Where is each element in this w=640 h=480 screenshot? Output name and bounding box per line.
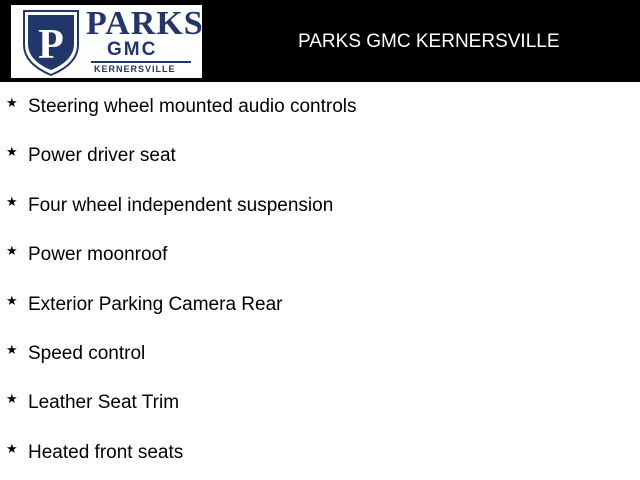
feature-label: Leather Seat Trim xyxy=(28,392,180,414)
feature-label: Steering wheel mounted audio controls xyxy=(28,96,357,117)
logo-divider xyxy=(91,61,191,63)
shield-icon xyxy=(11,5,91,78)
feature-label: Speed control xyxy=(28,342,146,364)
logo-monogram: P xyxy=(38,22,64,68)
list-item xyxy=(0,194,640,243)
logo-location: KERNERSVILLE xyxy=(94,64,176,74)
list-item xyxy=(0,95,640,144)
list-item xyxy=(0,342,640,391)
feature-label: Heated front seats xyxy=(28,441,184,463)
feature-label: Exterior Parking Camera Rear xyxy=(28,293,283,315)
star-icon: ★ xyxy=(6,441,18,457)
list-item xyxy=(0,293,640,342)
star-icon: ★ xyxy=(6,194,18,210)
dealer-logo[interactable] xyxy=(11,5,202,78)
logo-name: PARKS xyxy=(86,5,204,42)
feature-label: Four wheel independent suspension xyxy=(28,194,334,216)
list-item xyxy=(0,441,640,480)
header-bar xyxy=(0,0,640,82)
list-item xyxy=(0,144,640,193)
logo-brand: GMC xyxy=(107,39,158,60)
feature-list xyxy=(0,95,640,480)
star-icon: ★ xyxy=(6,145,18,161)
list-item xyxy=(0,391,640,440)
star-icon: ★ xyxy=(6,244,18,260)
star-icon: ★ xyxy=(6,342,18,358)
feature-label: Power moonroof xyxy=(28,244,168,266)
star-icon: ★ xyxy=(6,392,18,408)
star-icon: ★ xyxy=(6,293,18,309)
dealer-title: PARKS GMC KERNERSVILLE xyxy=(298,31,560,52)
list-item xyxy=(0,243,640,292)
feature-label: Power driver seat xyxy=(28,145,176,167)
star-icon: ★ xyxy=(6,96,18,111)
